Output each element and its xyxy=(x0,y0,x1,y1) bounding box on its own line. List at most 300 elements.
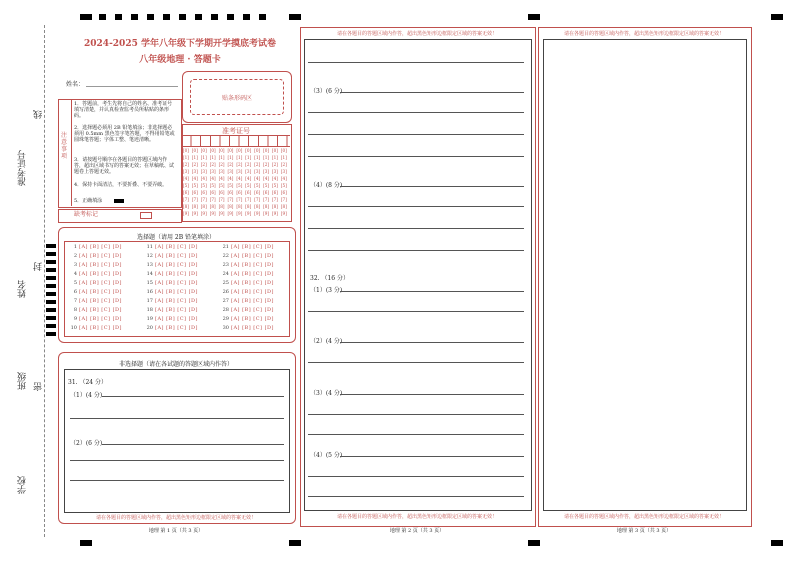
choice-options[interactable]: [A] [B] [C] [D] xyxy=(155,316,198,322)
exam-id-digit-bubble[interactable]: [2] xyxy=(218,162,225,167)
choice-options[interactable]: [A] [B] [C] [D] xyxy=(155,307,198,313)
exam-id-digit-bubble[interactable]: [5] xyxy=(227,183,234,188)
exam-id-digit-bubble[interactable]: [6] xyxy=(209,190,216,195)
choice-options[interactable]: [A] [B] [C] [D] xyxy=(231,325,274,331)
choice-options[interactable]: [A] [B] [C] [D] xyxy=(79,262,122,268)
timing-mark xyxy=(46,244,56,248)
side-label-name: 姓名 xyxy=(18,280,28,298)
choice-number: 23 xyxy=(222,262,229,268)
choice-grid[interactable] xyxy=(68,244,292,334)
name-field[interactable] xyxy=(86,86,178,87)
exam-id-digit-bubble[interactable]: [8] xyxy=(191,204,198,209)
question-32-1: （1）(3 分) xyxy=(310,287,343,294)
answer-line[interactable] xyxy=(308,311,524,312)
timing-mark xyxy=(195,14,202,20)
exam-id-digit-bubble[interactable]: [6] xyxy=(280,190,287,195)
choice-question[interactable] xyxy=(220,316,274,322)
exam-id-digit-bubble[interactable]: [5] xyxy=(280,183,287,188)
exam-id-digit-bubble[interactable]: [0] xyxy=(236,148,243,153)
choice-options[interactable]: [A] [B] [C] [D] xyxy=(155,244,198,250)
exam-id-digit-bubble[interactable]: [0] xyxy=(209,148,216,153)
choice-number: 14 xyxy=(146,271,153,277)
exam-id-digit-bubble[interactable]: [2] xyxy=(191,162,198,167)
exam-id-digit-bubble[interactable]: [7] xyxy=(200,197,207,202)
timing-mark xyxy=(46,300,56,304)
choice-question[interactable] xyxy=(144,280,198,286)
exam-id-digit-bubble[interactable]: [9] xyxy=(236,211,243,216)
choice-question[interactable] xyxy=(220,307,274,313)
exam-id-digit-bubble[interactable]: [5] xyxy=(245,183,252,188)
choice-question[interactable] xyxy=(220,271,274,277)
answer-line[interactable] xyxy=(308,414,524,415)
choice-number: 15 xyxy=(146,280,153,286)
choice-options[interactable]: [A] [B] [C] [D] xyxy=(231,280,274,286)
choice-number: 30 xyxy=(222,325,229,331)
choice-number: 21 xyxy=(222,244,229,250)
exam-id-digit-bubble[interactable]: [3] xyxy=(209,169,216,174)
choice-options[interactable]: [A] [B] [C] [D] xyxy=(155,325,198,331)
choice-options[interactable]: [A] [B] [C] [D] xyxy=(79,289,122,295)
question-32-2: （2）(4 分) xyxy=(310,338,343,345)
exam-id-digit-bubble[interactable]: [1] xyxy=(209,155,216,160)
exam-id-digit-bubble[interactable]: [3] xyxy=(200,169,207,174)
answer-line[interactable] xyxy=(70,460,284,461)
side-label-line: 线 xyxy=(34,110,44,119)
choice-options[interactable]: [A] [B] [C] [D] xyxy=(155,262,198,268)
answer-line[interactable] xyxy=(340,92,524,93)
choice-question[interactable] xyxy=(68,253,122,259)
exam-id-digit-bubble[interactable]: [4] xyxy=(183,176,189,181)
notes-item: 2．选择题必须用 2B 铅笔填涂；非选择题必须用 0.5mm 黑色签字笔答题，不得用铅笔或圆珠笔答题；字体工整、笔迹清晰。 xyxy=(74,125,175,143)
choice-number: 3 xyxy=(73,262,77,268)
warning-text: 请在各题目的答题区域内作答，超出黑色矩形边框限定区域的答案无效！ xyxy=(336,31,497,37)
side-label-school: 学校 xyxy=(18,476,28,494)
choice-options[interactable]: [A] [B] [C] [D] xyxy=(231,307,274,313)
answer-line[interactable] xyxy=(308,156,524,157)
choice-options[interactable]: [A] [B] [C] [D] xyxy=(79,307,122,313)
answer-line[interactable] xyxy=(340,291,524,292)
question-31: 31. （24 分） xyxy=(68,379,107,386)
exam-id-digit-bubble[interactable]: [6] xyxy=(236,190,243,195)
absent-mark-box[interactable] xyxy=(140,212,152,219)
answer-line[interactable] xyxy=(70,480,284,481)
page-title: 2024-2025 学年八年级下学期开学摸底考试卷 xyxy=(84,39,276,49)
choice-question[interactable] xyxy=(220,244,274,250)
exam-id-digit-bubble[interactable]: [8] xyxy=(272,204,278,209)
warning-text: 请在各题目的答题区域内作答，超出黑色矩形边框限定区域的答案无效！ xyxy=(563,514,724,520)
exam-id-label: 准考证号 xyxy=(222,127,250,135)
timing-mark xyxy=(211,14,218,20)
choice-question[interactable] xyxy=(144,262,198,268)
choice-question[interactable] xyxy=(68,244,122,250)
choice-options[interactable]: [A] [B] [C] [D] xyxy=(231,271,274,277)
exam-id-digit-bubble[interactable]: [1] xyxy=(254,155,261,160)
filled-sample-icon xyxy=(114,199,124,203)
exam-id-digit-bubble[interactable]: [4] xyxy=(200,176,207,181)
exam-id-digit-bubble[interactable]: [4] xyxy=(236,176,243,181)
binding-line xyxy=(44,25,45,537)
exam-id-digit-bubble[interactable]: [5] xyxy=(218,183,225,188)
choice-number: 2 xyxy=(73,253,77,259)
choice-question[interactable] xyxy=(68,271,122,277)
question-31-2: （2）(6 分) xyxy=(70,440,103,447)
exam-id-digit-bubble[interactable]: [3] xyxy=(272,169,278,174)
exam-id-digit-bubble[interactable]: [4] xyxy=(280,176,287,181)
notes-item: 3．请按题号顺序在各题目的答题区域内作答，超出区域书写的答案无效；在草稿纸、试题卷上答题无效。 xyxy=(74,157,175,175)
timing-mark xyxy=(259,14,266,20)
exam-id-digit-bubble[interactable]: [9] xyxy=(254,211,261,216)
exam-id-digit-bubble[interactable]: [1] xyxy=(227,155,234,160)
choice-question[interactable] xyxy=(220,262,274,268)
timing-mark xyxy=(771,540,783,546)
exam-id-digit-bubble[interactable]: [4] xyxy=(209,176,216,181)
exam-id-digit-bubble[interactable]: [9] xyxy=(263,211,270,216)
timing-mark xyxy=(528,14,540,20)
timing-mark xyxy=(46,268,56,272)
choice-title: 选择题（请用 2B 铅笔填涂） xyxy=(136,234,216,241)
choice-options[interactable]: [A] [B] [C] [D] xyxy=(231,253,274,259)
exam-id-digit-bubble[interactable]: [8] xyxy=(200,204,207,209)
page-footer: 地理 第 3 页（共 3 页） xyxy=(616,528,672,534)
exam-id-digit-bubble[interactable]: [4] xyxy=(191,176,198,181)
side-label-seal: 封 xyxy=(34,262,44,271)
exam-id-digit-bubble[interactable]: [5] xyxy=(254,183,261,188)
exam-id-digit-bubble[interactable]: [6] xyxy=(227,190,234,195)
choice-number: 7 xyxy=(73,298,77,304)
choice-options[interactable]: [A] [B] [C] [D] xyxy=(79,271,122,277)
nonchoice-title: 非选择题（请在各试题的答题区域内作答） xyxy=(118,361,233,368)
warning-text: 请在各题目的答题区域内作答，超出黑色矩形边框限定区域的答案无效！ xyxy=(336,514,497,520)
choice-question[interactable] xyxy=(68,262,122,268)
exam-id-digit-bubble[interactable]: [0] xyxy=(200,148,207,153)
exam-id-digit-bubble[interactable]: [8] xyxy=(209,204,216,209)
exam-id-digit-bubble[interactable]: [1] xyxy=(280,155,287,160)
choice-question[interactable] xyxy=(144,298,198,304)
timing-mark xyxy=(227,14,234,20)
exam-id-digit-bubble[interactable]: [9] xyxy=(272,211,278,216)
choice-question[interactable] xyxy=(220,298,274,304)
choice-number: 4 xyxy=(73,271,77,277)
exam-id-digit-bubble[interactable]: [4] xyxy=(245,176,252,181)
absent-label: 缺考标记 xyxy=(74,211,99,218)
choice-number: 8 xyxy=(73,307,77,313)
exam-id-digit-bubble[interactable]: [8] xyxy=(263,204,270,209)
exam-id-digit-bubble[interactable]: [1] xyxy=(272,155,278,160)
timing-mark xyxy=(80,14,92,20)
question-31-4: （4）(8 分) xyxy=(310,182,343,189)
choice-options[interactable]: [A] [B] [C] [D] xyxy=(79,244,122,250)
answer-line[interactable] xyxy=(308,434,524,435)
exam-id-digit-bubble[interactable]: [8] xyxy=(280,204,287,209)
choice-options[interactable]: [A] [B] [C] [D] xyxy=(155,253,198,259)
exam-id-digit-bubble[interactable]: [6] xyxy=(191,190,198,195)
choice-number: 19 xyxy=(146,316,153,322)
page3-inner[interactable] xyxy=(543,39,747,511)
exam-id-digit-bubble[interactable]: [8] xyxy=(227,204,234,209)
question-32: 32. （16 分） xyxy=(310,275,349,282)
answer-line[interactable] xyxy=(340,342,524,343)
choice-options[interactable]: [A] [B] [C] [D] xyxy=(79,298,122,304)
choice-question[interactable] xyxy=(220,280,274,286)
exam-id-digit-bubble[interactable]: [7] xyxy=(236,197,243,202)
choice-number: 1 xyxy=(73,244,77,250)
timing-mark xyxy=(771,14,783,20)
exam-id-digit-bubble[interactable]: [7] xyxy=(263,197,270,202)
exam-id-digit-bubble[interactable]: [0] xyxy=(183,148,189,153)
exam-id-digit-bubble[interactable]: [1] xyxy=(191,155,198,160)
exam-id-digit-bubble[interactable]: [1] xyxy=(263,155,270,160)
page-footer: 地理 第 2 页（共 3 页） xyxy=(389,528,445,534)
choice-number: 16 xyxy=(146,289,153,295)
choice-number: 24 xyxy=(222,271,229,277)
choice-question[interactable] xyxy=(144,316,198,322)
question-32-3: （3）(4 分) xyxy=(310,390,343,397)
exam-id-digit-bubble[interactable]: [2] xyxy=(200,162,207,167)
exam-id-digit-bubble[interactable]: [2] xyxy=(227,162,234,167)
timing-mark xyxy=(46,292,56,296)
exam-id-digit-bubble[interactable]: [9] xyxy=(183,211,189,216)
choice-number: 9 xyxy=(73,316,77,322)
choice-options[interactable]: [A] [B] [C] [D] xyxy=(231,289,274,295)
choice-question[interactable] xyxy=(144,307,198,313)
exam-id-digit-bubble[interactable]: [7] xyxy=(209,197,216,202)
exam-id-digit-bubble[interactable]: [1] xyxy=(183,155,189,160)
exam-id-digit-bubble[interactable]: [3] xyxy=(236,169,243,174)
exam-id-digit-bubble[interactable]: [6] xyxy=(200,190,207,195)
question-31-1: （1）(4 分) xyxy=(70,392,103,399)
answer-line[interactable] xyxy=(308,228,524,229)
exam-id-digit-bubble[interactable]: [5] xyxy=(236,183,243,188)
exam-id-digit-bubble[interactable]: [6] xyxy=(218,190,225,195)
choice-options[interactable]: [A] [B] [C] [D] xyxy=(155,280,198,286)
exam-id-digit-bubble[interactable]: [6] xyxy=(245,190,252,195)
notes-item: 4．保持卡面清洁，不要折叠、不要弄破。 xyxy=(74,182,168,188)
exam-id-entry-row[interactable] xyxy=(182,135,290,147)
choice-question[interactable] xyxy=(68,325,122,331)
choice-options[interactable]: [A] [B] [C] [D] xyxy=(231,244,274,250)
exam-id-digit-bubble[interactable]: [9] xyxy=(191,211,198,216)
notes-label: 注意事项 xyxy=(61,132,68,160)
exam-id-digit-bubble[interactable]: [9] xyxy=(209,211,216,216)
choice-options[interactable]: [A] [B] [C] [D] xyxy=(231,316,274,322)
choice-question[interactable] xyxy=(68,280,122,286)
exam-id-digit-bubble[interactable]: [7] xyxy=(254,197,261,202)
exam-id-digit-bubble[interactable]: [0] xyxy=(263,148,270,153)
choice-question[interactable] xyxy=(68,289,122,295)
exam-id-digit-bubble[interactable]: [8] xyxy=(218,204,225,209)
notes-item: 5．正确填涂 xyxy=(74,198,103,204)
choice-options[interactable]: [A] [B] [C] [D] xyxy=(155,289,198,295)
timing-mark xyxy=(46,252,56,256)
page-footer: 地理 第 1 页（共 3 页） xyxy=(148,528,204,534)
question-31-3: （3）(6 分) xyxy=(310,88,343,95)
choice-number: 26 xyxy=(222,289,229,295)
answer-line[interactable] xyxy=(340,186,524,187)
exam-id-digit-bubble[interactable]: [7] xyxy=(280,197,287,202)
exam-id-digit-bubble[interactable]: [8] xyxy=(254,204,261,209)
exam-id-digit-bubble[interactable]: [3] xyxy=(245,169,252,174)
answer-line[interactable] xyxy=(340,456,524,457)
exam-id-digit-bubble[interactable]: [3] xyxy=(183,169,189,174)
choice-question[interactable] xyxy=(144,244,198,250)
choice-number: 29 xyxy=(222,316,229,322)
choice-question[interactable] xyxy=(68,298,122,304)
exam-id-digit-bubble[interactable]: [7] xyxy=(227,197,234,202)
choice-question[interactable] xyxy=(144,289,198,295)
exam-id-digit-bubble[interactable]: [1] xyxy=(218,155,225,160)
timing-mark xyxy=(243,14,250,20)
choice-options[interactable]: [A] [B] [C] [D] xyxy=(155,298,198,304)
exam-id-digit-bubble[interactable]: [3] xyxy=(191,169,198,174)
answer-line[interactable] xyxy=(308,206,524,207)
choice-question[interactable] xyxy=(144,325,198,331)
exam-id-digit-bubble[interactable]: [7] xyxy=(183,197,189,202)
exam-id-digit-bubble[interactable]: [8] xyxy=(245,204,252,209)
exam-id-digit-bubble[interactable]: [0] xyxy=(191,148,198,153)
exam-id-digit-bubble[interactable]: [7] xyxy=(191,197,198,202)
choice-number: 18 xyxy=(146,307,153,313)
exam-id-digit-bubble[interactable]: [2] xyxy=(254,162,261,167)
exam-id-digit-bubble[interactable]: [9] xyxy=(218,211,225,216)
choice-question[interactable] xyxy=(220,289,274,295)
warning-text: 请在各题目的答题区域内作答，超出黑色矩形边框限定区域的答案无效！ xyxy=(95,515,256,521)
exam-id-digit-bubble[interactable]: [2] xyxy=(272,162,278,167)
question-32-4: （4）(5 分) xyxy=(310,452,343,459)
exam-id-digit-bubble[interactable]: [0] xyxy=(280,148,287,153)
page-subtitle: 八年级地理 · 答题卡 xyxy=(139,55,221,65)
exam-id-digit-bubble[interactable]: [1] xyxy=(236,155,243,160)
timing-mark xyxy=(46,324,56,328)
exam-id-digit-bubble[interactable]: [9] xyxy=(200,211,207,216)
exam-id-digit-bubble[interactable]: [4] xyxy=(254,176,261,181)
exam-id-digit-bubble[interactable]: [6] xyxy=(254,190,261,195)
choice-number: 27 xyxy=(222,298,229,304)
notes-item: 1．答题前，考生先将自己的姓名、准考证号填写清楚，并认真检查监考员所粘贴的条形码。 xyxy=(74,101,173,119)
choice-number: 11 xyxy=(146,244,153,250)
exam-id-digit-bubble[interactable]: [2] xyxy=(245,162,252,167)
exam-id-digit-bubble[interactable]: [3] xyxy=(280,169,287,174)
exam-id-digit-bubble[interactable]: [2] xyxy=(183,162,189,167)
answer-line[interactable] xyxy=(308,362,524,363)
timing-mark xyxy=(46,284,56,288)
exam-id-digit-bubble[interactable]: [4] xyxy=(218,176,225,181)
warning-text: 请在各题目的答题区域内作答，超出黑色矩形边框限定区域的答案无效！ xyxy=(563,31,724,37)
exam-id-digit-bubble[interactable]: [2] xyxy=(263,162,270,167)
exam-id-digit-bubble[interactable]: [0] xyxy=(254,148,261,153)
exam-id-digit-bubble[interactable]: [3] xyxy=(218,169,225,174)
answer-line[interactable] xyxy=(308,112,524,113)
choice-options[interactable]: [A] [B] [C] [D] xyxy=(231,298,274,304)
timing-mark xyxy=(179,14,186,20)
answer-line[interactable] xyxy=(102,396,284,397)
exam-id-digit-bubble[interactable]: [9] xyxy=(245,211,252,216)
exam-id-digit-bubble[interactable]: [3] xyxy=(254,169,261,174)
exam-id-digit-bubble[interactable]: [5] xyxy=(191,183,198,188)
choice-options[interactable]: [A] [B] [C] [D] xyxy=(79,280,122,286)
exam-id-digit-bubble[interactable]: [7] xyxy=(272,197,278,202)
choice-number: 25 xyxy=(222,280,229,286)
choice-options[interactable]: [A] [B] [C] [D] xyxy=(79,253,122,259)
choice-options[interactable]: [A] [B] [C] [D] xyxy=(79,325,122,331)
exam-id-digit-bubble[interactable]: [2] xyxy=(280,162,287,167)
exam-id-digit-bubble[interactable]: [5] xyxy=(263,183,270,188)
choice-question[interactable] xyxy=(220,253,274,259)
answer-line[interactable] xyxy=(102,444,284,445)
exam-id-digit-bubble[interactable]: [5] xyxy=(272,183,278,188)
choice-options[interactable]: [A] [B] [C] [D] xyxy=(155,271,198,277)
choice-number: 17 xyxy=(146,298,153,304)
exam-id-digit-bubble[interactable]: [6] xyxy=(183,190,189,195)
answer-line[interactable] xyxy=(70,418,284,419)
exam-id-digit-bubble[interactable]: [8] xyxy=(183,204,189,209)
answer-line[interactable] xyxy=(308,134,524,135)
timing-mark xyxy=(147,14,154,20)
answer-line[interactable] xyxy=(308,62,524,63)
exam-id-digit-bubble[interactable]: [5] xyxy=(200,183,207,188)
timing-mark xyxy=(46,332,56,336)
choice-options[interactable]: [A] [B] [C] [D] xyxy=(79,316,122,322)
timing-mark xyxy=(80,540,92,546)
choice-question[interactable] xyxy=(144,253,198,259)
exam-id-digit-bubble[interactable]: [7] xyxy=(218,197,225,202)
choice-question[interactable] xyxy=(68,316,122,322)
choice-question[interactable] xyxy=(68,307,122,313)
answer-line[interactable] xyxy=(308,250,524,251)
choice-question[interactable] xyxy=(220,325,274,331)
choice-options[interactable]: [A] [B] [C] [D] xyxy=(231,262,274,268)
exam-id-digit-grid[interactable] xyxy=(183,148,291,218)
exam-id-digit-bubble[interactable]: [4] xyxy=(272,176,278,181)
exam-id-digit-bubble[interactable]: [6] xyxy=(272,190,278,195)
barcode-label: 贴条形码区 xyxy=(221,95,252,102)
exam-id-digit-bubble[interactable]: [5] xyxy=(209,183,216,188)
timing-mark xyxy=(46,260,56,264)
choice-number: 13 xyxy=(146,262,153,268)
exam-id-digit-bubble[interactable]: [0] xyxy=(272,148,278,153)
timing-mark xyxy=(163,14,170,20)
timing-mark xyxy=(115,14,122,20)
exam-id-digit-bubble[interactable]: [8] xyxy=(236,204,243,209)
exam-id-digit-bubble[interactable]: [4] xyxy=(263,176,270,181)
answer-line[interactable] xyxy=(308,476,524,477)
exam-id-digit-bubble[interactable]: [0] xyxy=(218,148,225,153)
timing-mark xyxy=(528,540,540,546)
exam-id-digit-bubble[interactable]: [0] xyxy=(245,148,252,153)
choice-number: 22 xyxy=(222,253,229,259)
exam-id-digit-bubble[interactable]: [1] xyxy=(200,155,207,160)
exam-id-digit-bubble[interactable]: [9] xyxy=(280,211,287,216)
exam-id-digit-bubble[interactable]: [2] xyxy=(209,162,216,167)
answer-line[interactable] xyxy=(340,394,524,395)
exam-id-digit-bubble[interactable]: [3] xyxy=(263,169,270,174)
answer-line[interactable] xyxy=(308,496,524,497)
choice-number: 6 xyxy=(73,289,77,295)
timing-mark xyxy=(289,14,301,20)
exam-id-digit-bubble[interactable]: [9] xyxy=(227,211,234,216)
exam-id-digit-bubble[interactable]: [4] xyxy=(227,176,234,181)
exam-id-digit-bubble[interactable]: [0] xyxy=(227,148,234,153)
exam-id-digit-bubble[interactable]: [6] xyxy=(263,190,270,195)
exam-id-digit-bubble[interactable]: [7] xyxy=(245,197,252,202)
timing-mark xyxy=(99,14,106,20)
exam-id-digit-bubble[interactable]: [1] xyxy=(245,155,252,160)
choice-number: 5 xyxy=(73,280,77,286)
exam-id-digit-bubble[interactable]: [2] xyxy=(236,162,243,167)
choice-question[interactable] xyxy=(144,271,198,277)
exam-id-digit-bubble[interactable]: [5] xyxy=(183,183,189,188)
timing-mark xyxy=(289,540,301,546)
exam-id-digit-bubble[interactable]: [3] xyxy=(227,169,234,174)
